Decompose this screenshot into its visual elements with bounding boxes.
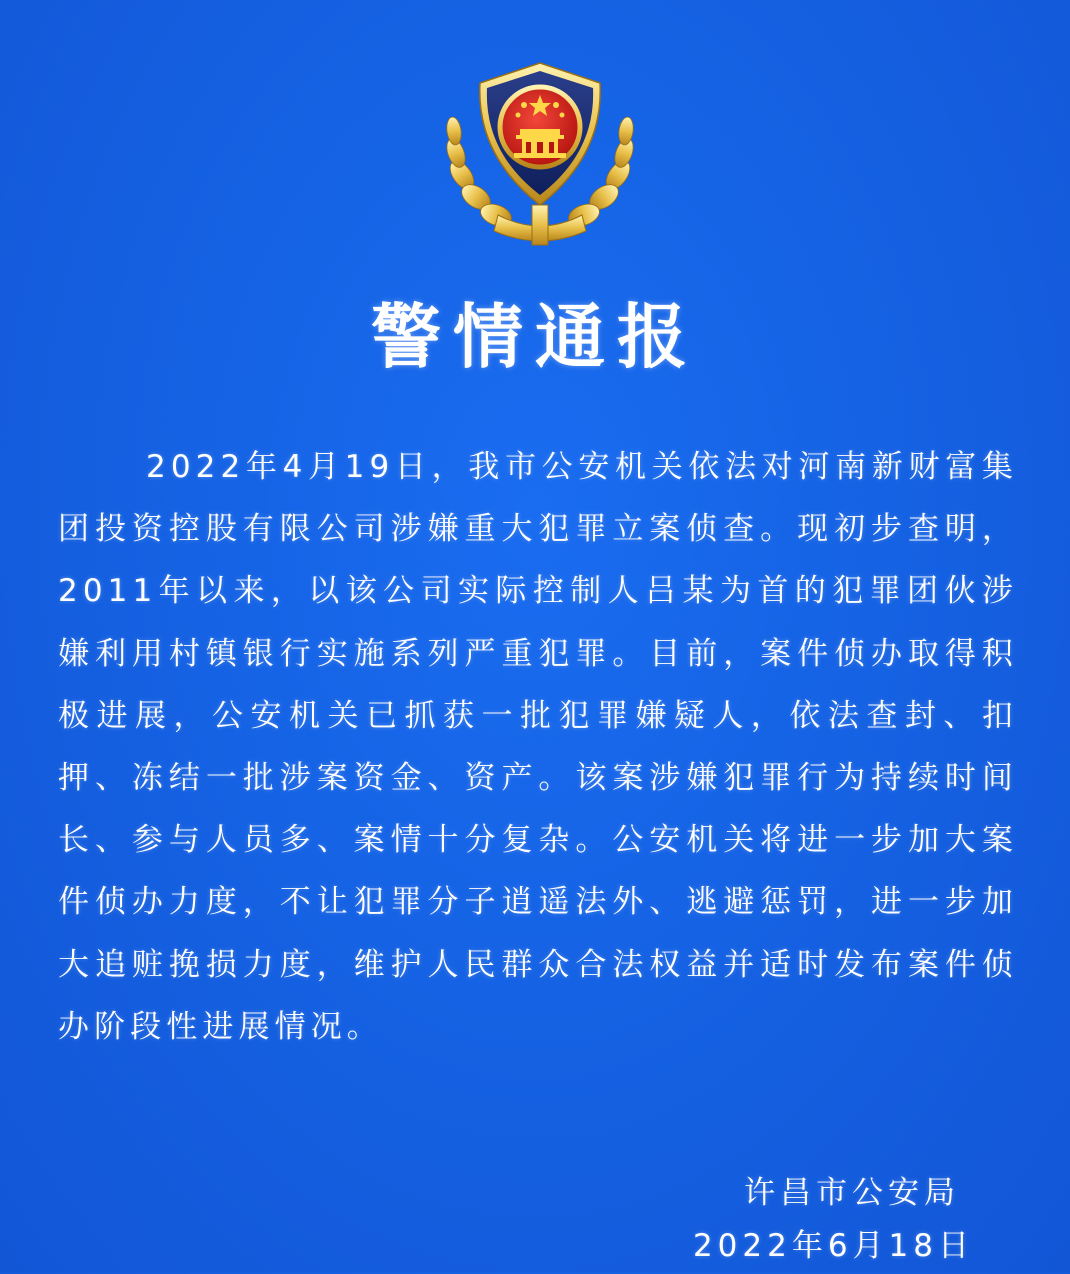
issuer-name: 许昌市公安局 (744, 1175, 960, 1211)
notice-title: 警情通报 (371, 296, 699, 378)
notice-body: 2022年4月19日，我市公安机关依法对河南新财富集团投资控股有限公司涉嫌重大犯罪立案侦查。现初步查明，2011年以来，以该公司实际控制人吕某为首的犯罪团伙涉嫌利用村镇银行实施系列严重犯罪。目前，案件侦办取得积极进展，公安机关已抓获一批犯罪嫌疑人，依法查封、扣押、冻结一批涉案资金、资产。该案涉嫌犯罪行为持续时间长、参与人员多、案情十分复杂。公安机关将进一步加大案件侦办力度，不让犯罪分子逍遥法外、逃避惩罚，进一步加大追赃挽损力度，维护人民群众合法权益并适时发布案件侦办阶段性进展情况。 (58, 449, 1018, 1045)
police-badge-icon (440, 55, 640, 250)
issue-date: 2022年6月18日 (692, 1228, 974, 1264)
